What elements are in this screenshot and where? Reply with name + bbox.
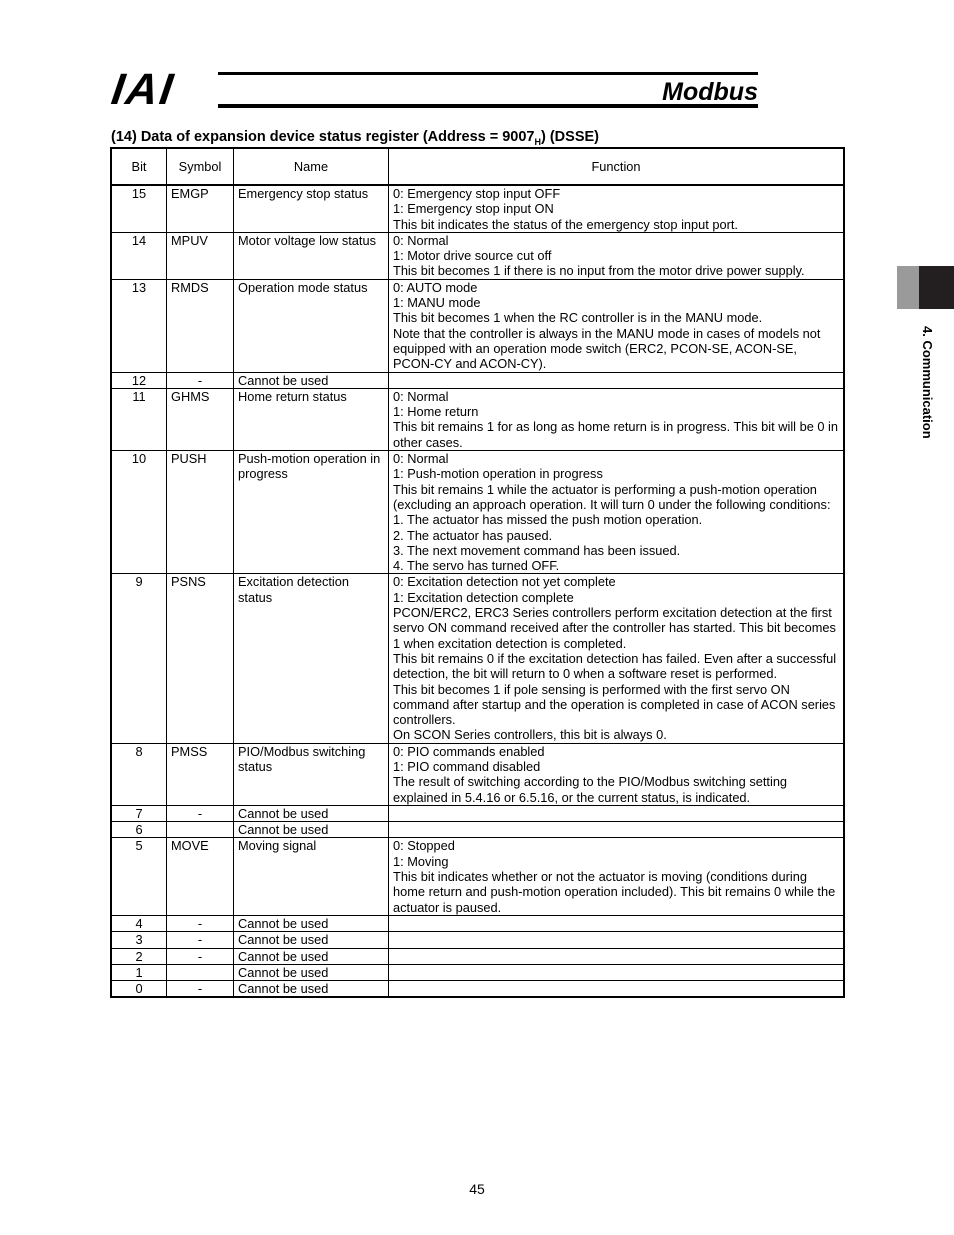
function-line: 1: PIO command disabled xyxy=(393,758,541,774)
table-row xyxy=(111,232,844,279)
function-line: 1: Emergency stop input ON xyxy=(393,201,554,217)
symbol-cell: MPUV xyxy=(167,232,234,279)
header-rule-top xyxy=(218,72,758,75)
name-cell: Emergency stop status xyxy=(234,185,389,232)
function-cell xyxy=(389,279,845,372)
symbol-cell: PMSS xyxy=(167,743,234,805)
bit-cell: 10 xyxy=(111,451,167,574)
page-number: 45 xyxy=(469,1181,485,1197)
table-row xyxy=(111,451,844,574)
name-cell: Home return status xyxy=(234,388,389,450)
bit-cell: 7 xyxy=(111,805,167,821)
function-line: This bit remains 1 for as long as home return is in progress. This bit will be 0 in other cases. xyxy=(393,419,839,450)
function-line: 0: Excitation detection not yet complete xyxy=(393,574,616,590)
section-title-main: (14) Data of expansion device status register (Address = 9007 xyxy=(111,129,535,145)
table-row xyxy=(111,805,844,821)
symbol-cell: - xyxy=(167,981,234,998)
name-cell: Cannot be used xyxy=(234,915,389,931)
table-row xyxy=(111,388,844,450)
function-line: The result of switching according to the PIO/Modbus switching setting explained in 5.4.16 or 6.5.16, or the current status, is indicated. xyxy=(393,774,788,805)
function-line: PCON/ERC2, ERC3 Series controllers perform excitation detection at the first servo ON command received after the controller has started. This bit becomes 1 when excitation detection is completed. xyxy=(393,605,836,651)
function-line: 1: Home return xyxy=(393,404,479,420)
bit-cell: 5 xyxy=(111,838,167,915)
function-cell xyxy=(389,185,845,232)
bit-cell: 4 xyxy=(111,915,167,931)
function-cell xyxy=(389,915,845,931)
section-title-subscript: H xyxy=(534,136,541,147)
bit-cell: 11 xyxy=(111,388,167,450)
header-symbol: Symbol xyxy=(167,148,234,185)
name-cell: Excitation detection status xyxy=(234,574,389,743)
function-line: 1: Motor drive source cut off xyxy=(393,248,552,264)
chapter-label-text: 4. Communication xyxy=(920,326,935,439)
name-cell: Cannot be used xyxy=(234,822,389,838)
chapter-tab-gray xyxy=(897,266,919,309)
bit-cell: 13 xyxy=(111,279,167,372)
symbol-cell: MOVE xyxy=(167,838,234,915)
function-line: This bit becomes 1 when the RC controller is in the MANU mode. xyxy=(393,310,763,326)
name-cell: PIO/Modbus switching status xyxy=(234,743,389,805)
symbol-cell: - xyxy=(167,915,234,931)
function-line: This bit indicates whether or not the actuator is moving (conditions during home return and push-motion operation included). This bit remains 0 while the actuator is paused. xyxy=(393,869,836,915)
table-body xyxy=(111,185,844,997)
name-cell: Push-motion operation in progress xyxy=(234,451,389,574)
section-title xyxy=(111,129,599,147)
header-function: Function xyxy=(389,148,845,185)
bit-cell: 9 xyxy=(111,574,167,743)
bit-cell: 2 xyxy=(111,948,167,964)
bit-cell: 0 xyxy=(111,981,167,998)
function-line: 4. The servo has turned OFF. xyxy=(393,558,560,574)
function-line: 0: PIO commands enabled xyxy=(393,743,545,759)
function-cell xyxy=(389,232,845,279)
bit-cell: 3 xyxy=(111,932,167,948)
function-cell xyxy=(389,805,845,821)
function-line: 0: Normal xyxy=(393,451,449,467)
function-line: This bit becomes 1 if there is no input from the motor drive power supply. xyxy=(393,263,805,279)
symbol-cell: GHMS xyxy=(167,388,234,450)
function-cell xyxy=(389,948,845,964)
name-cell: Motor voltage low status xyxy=(234,232,389,279)
function-line: 0: Normal xyxy=(393,232,449,248)
name-cell: Cannot be used xyxy=(234,372,389,388)
symbol-cell: - xyxy=(167,805,234,821)
symbol-cell: - xyxy=(167,948,234,964)
function-line: 0: Emergency stop input OFF xyxy=(393,186,561,201)
name-cell: Cannot be used xyxy=(234,964,389,980)
name-cell: Operation mode status xyxy=(234,279,389,372)
function-line: 1. The actuator has missed the push motion operation. xyxy=(393,512,703,528)
table-header-row xyxy=(111,148,844,185)
table-row xyxy=(111,948,844,964)
name-cell: Cannot be used xyxy=(234,948,389,964)
table-row xyxy=(111,743,844,805)
function-cell xyxy=(389,981,845,998)
function-line: 0: Normal xyxy=(393,388,449,404)
function-cell xyxy=(389,372,845,388)
chapter-label xyxy=(917,326,937,476)
name-cell: Cannot be used xyxy=(234,805,389,821)
table-row xyxy=(111,822,844,838)
table-row xyxy=(111,838,844,915)
table-row xyxy=(111,574,844,743)
function-cell xyxy=(389,964,845,980)
register-table xyxy=(110,147,845,998)
header-bit: Bit xyxy=(111,148,167,185)
bit-cell: 8 xyxy=(111,743,167,805)
name-cell: Moving signal xyxy=(234,838,389,915)
symbol-cell: RMDS xyxy=(167,279,234,372)
function-line: 1: Push-motion operation in progress xyxy=(393,466,603,482)
table-row xyxy=(111,915,844,931)
symbol-cell: PUSH xyxy=(167,451,234,574)
table-row xyxy=(111,964,844,980)
function-cell xyxy=(389,932,845,948)
function-line: 2. The actuator has paused. xyxy=(393,527,553,543)
symbol-cell: PSNS xyxy=(167,574,234,743)
function-line: 3. The next movement command has been issued. xyxy=(393,542,681,558)
function-line: This bit remains 0 if the excitation detection has failed. Even after a successful detection, the bit will return to 0 when a software reset is performed. xyxy=(393,650,837,682)
function-line: 0: Stopped xyxy=(393,838,455,854)
function-cell xyxy=(389,743,845,805)
bit-cell: 14 xyxy=(111,232,167,279)
name-cell: Cannot be used xyxy=(234,981,389,998)
bit-cell: 6 xyxy=(111,822,167,838)
function-cell xyxy=(389,838,845,915)
function-cell xyxy=(389,822,845,838)
iai-logo: IAI xyxy=(108,65,178,114)
section-title-end: ) (DSSE) xyxy=(541,129,599,145)
function-cell xyxy=(389,451,845,574)
bit-cell: 12 xyxy=(111,372,167,388)
name-cell: Cannot be used xyxy=(234,932,389,948)
function-line: 1: MANU mode xyxy=(393,295,481,311)
function-line: 1: Moving xyxy=(393,853,449,869)
function-line: On SCON Series controllers, this bit is always 0. xyxy=(393,727,667,743)
symbol-cell xyxy=(167,964,234,980)
table-row xyxy=(111,185,844,232)
table-row xyxy=(111,932,844,948)
bit-cell: 1 xyxy=(111,964,167,980)
function-line: This bit indicates the status of the emergency stop input port. xyxy=(393,216,738,232)
function-line: This bit becomes 1 if pole sensing is performed with the first servo ON command after startup and the operation is completed in case of ACON series controllers. xyxy=(393,681,836,728)
symbol-cell xyxy=(167,822,234,838)
bit-cell: 15 xyxy=(111,185,167,232)
header-name: Name xyxy=(234,148,389,185)
function-line: 1: Excitation detection complete xyxy=(393,589,574,605)
function-line: This bit remains 1 while the actuator is performing a push-motion operation (excluding an approach operation. It will turn 0 under the following conditions: xyxy=(393,481,831,512)
symbol-cell: - xyxy=(167,932,234,948)
table-row xyxy=(111,981,844,998)
header-title: Modbus xyxy=(662,78,758,106)
function-cell xyxy=(389,574,845,743)
symbol-cell: EMGP xyxy=(167,185,234,232)
function-cell xyxy=(389,388,845,450)
function-line: 0: AUTO mode xyxy=(393,279,478,295)
function-line: Note that the controller is always in the MANU mode in cases of models not equipped with an operation mode switch (ERC2, PCON-SE, ACON-SE, PCON-CY and ACON-CY). xyxy=(393,325,821,372)
table-row xyxy=(111,372,844,388)
symbol-cell: - xyxy=(167,372,234,388)
table-row xyxy=(111,279,844,372)
chapter-tab-black xyxy=(919,266,954,309)
